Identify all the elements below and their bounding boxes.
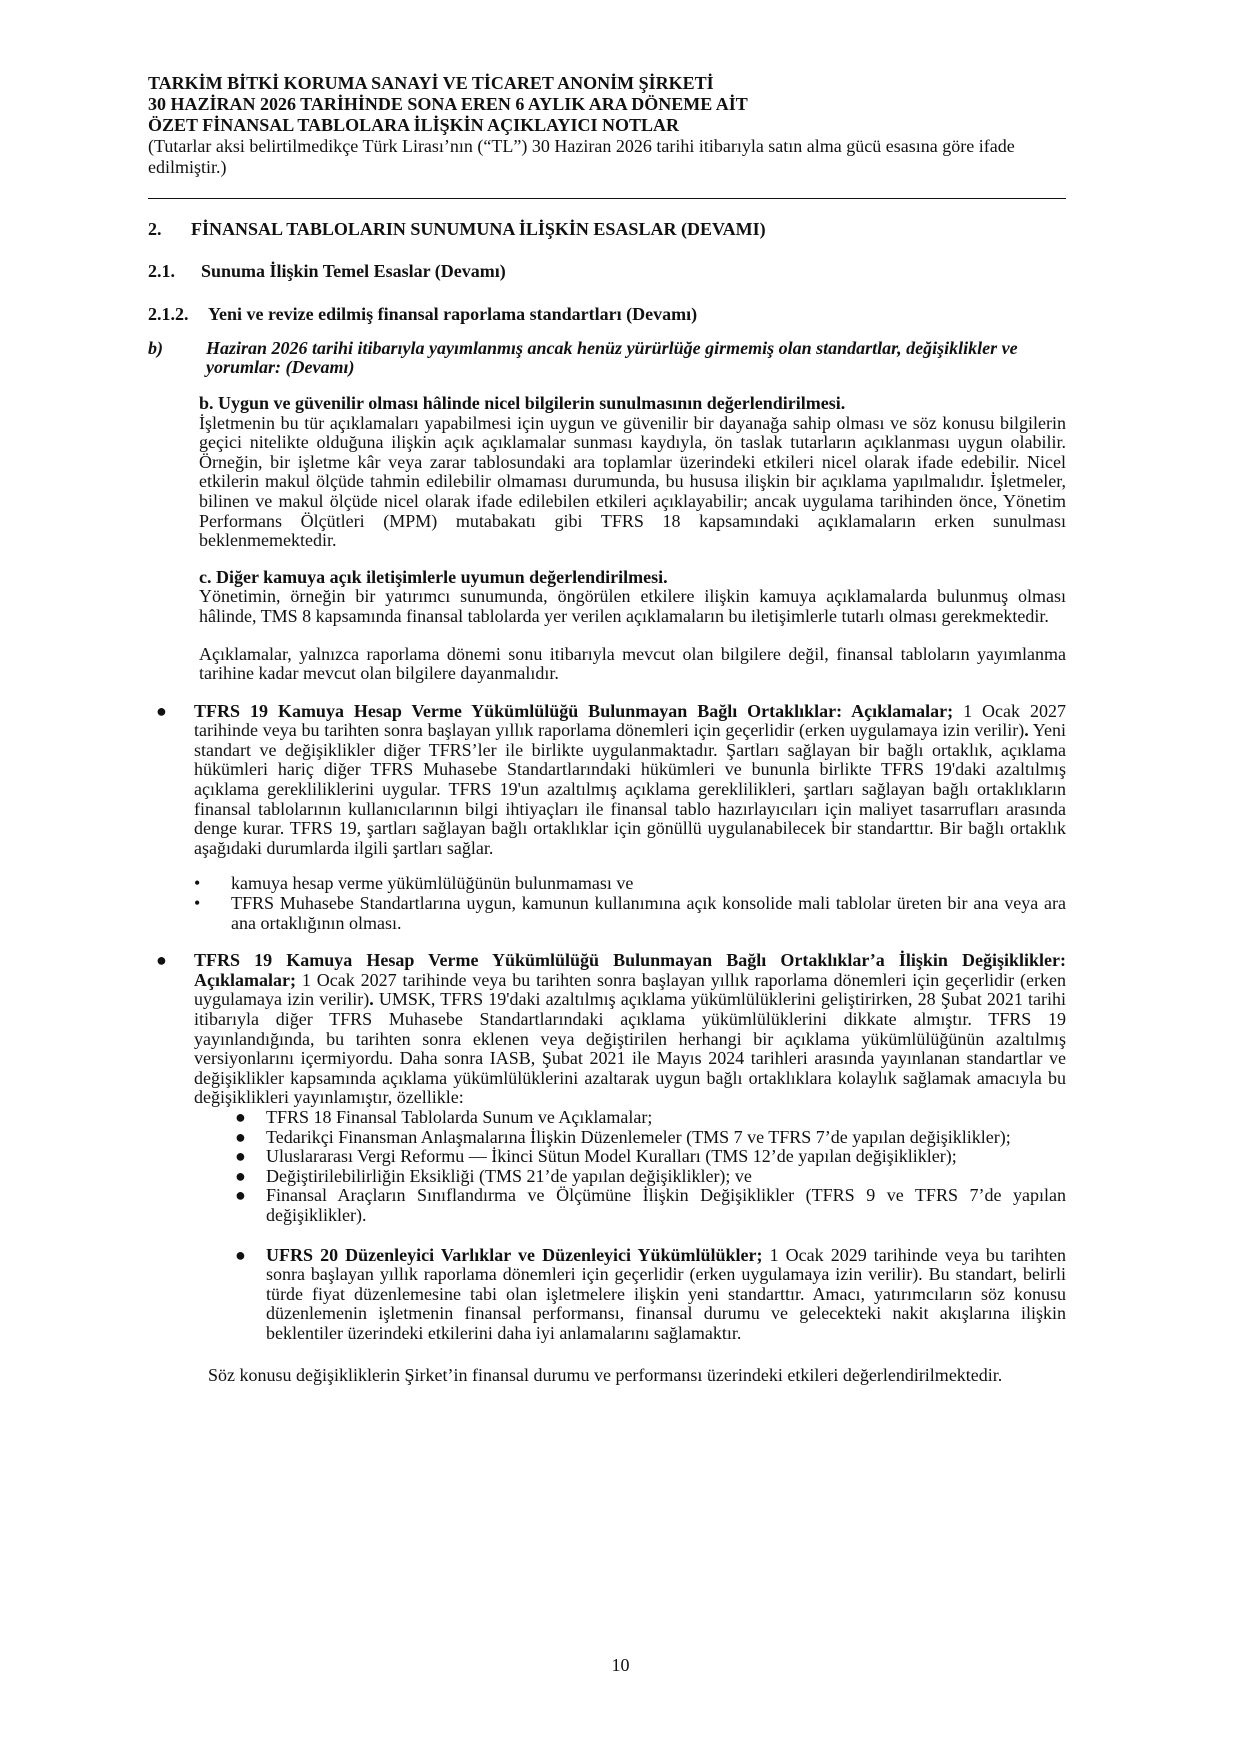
bullet-marker: ● — [235, 1146, 246, 1167]
section-2-1-heading — [148, 262, 1066, 282]
tfrs-19-text-b: Yeni standart ve değişiklikler diğer TFRS’ler ile birlikte uygulanmaktadır. Şartları sağlayan bir bağlı ortaklık, açıklama hükümleri hariç diğer TFRS Muhasebe Standartlarındaki hükümleri ve bununla birlikte TFRS 19'daki azaltılmış açıklama gerekliliklerini uygular. TFRS 19'un azaltılmış açıklama gereklilikleri, şartları sağlayan bağlı ortaklıkların finansal tablolarının kullanıcılarının bilgi ihtiyaçları ile finansal tablo hazırlayıcıları için maliyet tasarrufları arasında denge kurar. TFRS 19, şartları sağlayan bağlı ortaklıklar için gönüllü uygulanabilecek bir standarttır. Bir bağlı ortaklık aşağıdaki durumlarda ilgili şartları sağlar. — [194, 720, 1066, 858]
list-item — [235, 1167, 1066, 1187]
header-divider — [148, 198, 1066, 199]
list-item — [235, 1147, 1066, 1167]
ufrs-20-list — [148, 1246, 1066, 1344]
tfrs-19-paragraph — [194, 702, 1066, 859]
section-2-title: FİNANSAL TABLOLARIN SUNUMUNA İLİŞKİN ESASLAR (DEVAMI) — [191, 219, 766, 239]
tfrs-19-text-a: 1 Ocak 2027 tarihinde veya bu tarihten sonra başlayan yıllık raporlama dönemleri için geçerlidir (erken uygulamaya izin verilir) — [194, 700, 1066, 741]
list-item-text: Tedarikçi Finansman Anlaşmalarına İlişkin Düzenlemeler (TMS 7 ve TFRS 7’de yapılan değişiklikler); — [266, 1126, 1011, 1147]
tfrs-19-amendments-text-b: UMSK, TFRS 19'daki azaltılmış açıklama yükümlülüklerini geliştirirken, 28 Şubat 2021 tarihi itibarıyla diğer TFRS Muhasebe Standartlarındaki açıklama yükümlülüklerini dikkate almıştır. TFRS 19 yayınlandığında, bu tarihten sonra eklenen veya değiştirilen herhangi bir açıklama yükümlülüğünün azaltılmış versiyonlarını içermiyordu. Daha sonra IASB, Şubat 2021 ile Mayıs 2024 tarihleri arasında yayınlanan standartlar ve değişiklikler kapsamında açıklama yükümlülüklerini azaltarak uygun bağlı ortaklıklara kolaylık sağlamak amacıyla bu değişiklikleri yayınlamıştır, özellikle: — [194, 989, 1066, 1108]
list-item-text: kamuya hesap verme yükümlülüğünün bulunmaması ve — [231, 873, 634, 894]
list-item-text: TFRS 18 Finansal Tablolarda Sunum ve Açıklamalar; — [266, 1106, 653, 1127]
tfrs-19-conditions-list — [148, 874, 1066, 933]
subsection-b-title: Haziran 2026 tarihi itibarıyla yayımlanmış ancak henüz yürürlüğe girmemiş olan standartlar, değişiklikler ve yorumlar: (Devamı) — [206, 337, 1018, 378]
section-2-1-title: Sunuma İlişkin Temel Esaslar (Devamı) — [201, 260, 506, 281]
item-c-text: Yönetimin, örneğin bir yatırımcı sunumunda, öngörülen etkilere ilişkin kamuya açıklamalarda bulunmuş olması hâlinde, TMS 8 kapsamında finansal tablolarda yer verilen açıklamaların bu iletişimlerle tutarlı olması gerekmektedir. — [199, 586, 1066, 626]
list-item — [235, 1128, 1066, 1148]
list-item-text: Finansal Araçların Sınıflandırma ve Ölçümüne İlişkin Değişiklikler (TFRS 9 ve TFRS 7’de yapılan değişiklikler). — [266, 1185, 1066, 1225]
page-number: 10 — [611, 1655, 630, 1675]
ufrs-20-title: UFRS 20 Düzenleyici Varlıklar ve Düzenleyici Yükümlülükler; — [266, 1244, 763, 1265]
section-2-1-2-number: 2.1.2. — [148, 304, 189, 325]
bullet-marker: ● — [235, 1126, 246, 1147]
section-2-heading — [148, 220, 1066, 240]
tfrs-19-bullet — [148, 702, 1066, 859]
list-item — [194, 874, 1066, 894]
tfrs-19-amendments-title: TFRS 19 Kamuya Hesap Verme Yükümlülüğü Bulunmayan Bağlı Ortaklıklar’a İlişkin Değişiklikler: Açıklamalar; — [194, 950, 1066, 990]
closing-paragraph: Söz konusu değişikliklerin Şirket’in finansal durumu ve performansı üzerindeki etkileri değerlendirilmektedir. — [208, 1364, 1003, 1385]
section-2-1-2-heading — [148, 305, 1066, 325]
bullet-marker: ● — [235, 1106, 246, 1127]
item-c-text-2: Açıklamalar, yalnızca raporlama dönemi sonu itibarıyla mevcut olan bilgilere değil, finansal tabloların yayımlanma tarihine kadar mevcut olan bilgilere dayanmalıdır. — [199, 643, 1066, 684]
item-b-block — [199, 394, 1066, 551]
list-item — [235, 1186, 1066, 1225]
section-2-1-number: 2.1. — [148, 260, 175, 281]
list-item — [235, 1108, 1066, 1128]
bullet-marker: ● — [156, 950, 167, 971]
subsection-b-heading — [148, 339, 1066, 378]
bullet-marker: • — [194, 893, 201, 914]
tfrs-19-amendments-paragraph — [194, 951, 1066, 1108]
bullet-marker: • — [194, 873, 201, 894]
bullet-marker: ● — [235, 1185, 246, 1206]
tfrs-19-amendments-bullet — [148, 951, 1066, 1108]
page-header — [148, 73, 1060, 178]
list-item-text: Uluslararası Vergi Reformu — İkinci Sütun Model Kuralları (TMS 12’de yapılan değişiklikler); — [266, 1146, 957, 1167]
company-name: TARKİM BİTKİ KORUMA SANAYİ VE TİCARET ANONİM ŞİRKETİ — [148, 73, 714, 93]
section-2-1-2-title: Yeni ve revize edilmiş finansal raporlama standartları (Devamı) — [208, 304, 698, 325]
bullet-marker: ● — [235, 1244, 246, 1265]
bullet-marker: ● — [235, 1165, 246, 1186]
page-content — [148, 220, 1066, 1385]
section-2-number: 2. — [148, 219, 162, 239]
list-item — [194, 894, 1066, 933]
tfrs-19-title: TFRS 19 Kamuya Hesap Verme Yükümlülüğü Bulunmayan Bağlı Ortaklıklar: Açıklamalar; — [194, 700, 954, 721]
bullet-marker: ● — [156, 700, 167, 721]
list-item-text: TFRS Muhasebe Standartlarına uygun, kamunun kullanımına açık konsolide mali tablolar üreten bir ana veya ara ana ortaklığının olması. — [231, 893, 1066, 933]
amendments-list — [148, 1108, 1066, 1226]
notes-title: ÖZET FİNANSAL TABLOLARA İLİŞKİN AÇIKLAYICI NOTLAR — [148, 115, 679, 135]
item-b-text: İşletmenin bu tür açıklamaları yapabilmesi için uygun ve güvenilir bir dayanağa sahip olması ve söz konusu bilgilerin geçici nitelikte olduğuna ilişkin açık açıklamalar sunması kaydıyla, ön taslak tutarların açıklanması uygun olabilir. Örneğin, bir işletme kâr veya zarar tablosundaki ara toplamlar üzerindeki etkileri nicel olarak ifade edebilir. Nicel etkilerin makul ölçüde tahmin edilebilir olmaması durumunda, bu hususa ilişkin bir açıklama yapılmalıdır. İşletmeler, bilinen ve makul ölçüde nicel olarak ifade edilebilen etkileri açıklayabilir; ancak uygulama tarihinden önce, Yönetim Performans Ölçütleri (MPM) mutabakatı gibi TFRS 18 kapsamındaki açıklamaların erken sunulması beklenmemektedir. — [199, 412, 1066, 551]
tfrs-19-period: . — [1024, 720, 1029, 741]
item-c-heading: c. Diğer kamuya açık iletişimlerle uyumun değerlendirilmesi. — [199, 566, 668, 587]
ufrs-20-text: 1 Ocak 2029 tarihinde veya bu tarihten sonra başlayan yıllık raporlama dönemleri için geçerlidir (erken uygulamaya izin verilir). Bu standart, belirli türde fiyat düzenlemesine tabi olan işletmelere ilişkin yeni standarttır. Amacı, yatırımcıların söz konusu düzenlemenin işletmenin finansal performansı, finansal durumu ve gelecekteki nakit akışlarına ilişkin beklentiler üzerindeki etkilerini daha iyi anlamalarını sağlamaktır. — [266, 1244, 1066, 1343]
ufrs-20-item — [235, 1246, 1066, 1344]
period-title: 30 HAZİRAN 2026 TARİHİNDE SONA EREN 6 AYLIK ARA DÖNEME AİT — [148, 94, 748, 114]
tfrs-19-amendments-period: . — [369, 989, 374, 1010]
tfrs-19-amendments-text-a: 1 Ocak 2027 tarihinde veya bu tarihten sonra başlayan yıllık raporlama dönemleri için geçerlidir (erken uygulamaya izin verilir) — [194, 969, 1066, 1010]
item-b-heading: b. Uygun ve güvenilir olması hâlinde nicel bilgilerin sunulmasının değerlendirilmesi. — [199, 392, 846, 413]
item-c-block — [199, 568, 1066, 684]
list-item-text: Değiştirilebilirliğin Eksikliği (TMS 21’de yapılan değişiklikler); ve — [266, 1165, 752, 1186]
currency-note: (Tutarlar aksi belirtilmedikçe Türk Lirası’nın (“TL”) 30 Haziran 2026 tarihi itibarıyla satın alma gücü esasına göre ifade edilmiştir.) — [148, 136, 1015, 177]
subsection-b-label: b) — [148, 337, 163, 358]
